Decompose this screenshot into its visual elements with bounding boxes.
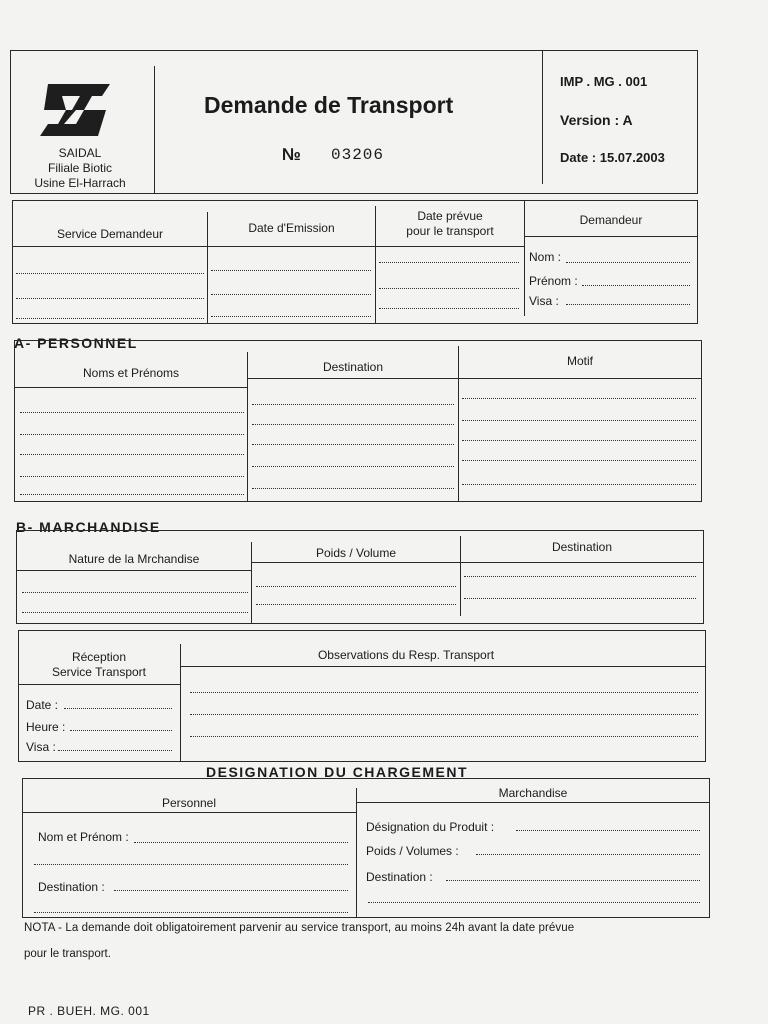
request-row-line xyxy=(379,288,519,289)
personnel-header-rule-left xyxy=(14,387,248,388)
nota-line-1: NOTA - La demande doit obligatoirement parvenir au service transport, au moins 24h avant la date prévue xyxy=(24,922,575,934)
section-a-title: A- PERSONNEL xyxy=(14,335,138,351)
personnel-row-line xyxy=(20,412,244,413)
col-noms-prenoms: Noms et Prénoms xyxy=(82,366,180,380)
label-poids-volumes: Poids / Volumes : xyxy=(366,844,459,858)
col-poids-volume: Poids / Volume xyxy=(315,546,397,560)
label-designation-produit: Désignation du Produit : xyxy=(366,820,495,834)
label-reception-heure: Heure : xyxy=(26,720,66,734)
personnel-row-line xyxy=(20,494,244,495)
personnel-row-line xyxy=(20,454,244,455)
personnel-row-line xyxy=(252,466,454,467)
col-nature-marchandise: Nature de la Mrchandise xyxy=(68,552,200,566)
label-nom-prenom: Nom et Prénom : xyxy=(38,830,129,844)
form-date: Date : 15.07.2003 xyxy=(560,150,665,165)
field-reception-visa[interactable] xyxy=(58,750,172,751)
col-demandeur: Demandeur xyxy=(579,213,643,227)
field-observations-line[interactable] xyxy=(190,714,698,715)
request-row-line xyxy=(16,298,204,299)
col-destination: Destination xyxy=(322,360,384,374)
label-destination-right: Destination : xyxy=(366,870,433,884)
label-destination-left: Destination : xyxy=(38,880,105,894)
personnel-row-line xyxy=(20,434,244,435)
subsidiary-name: Filiale Biotic xyxy=(47,161,113,175)
header-divider-right xyxy=(542,50,543,184)
form-code: IMP . MG . 001 xyxy=(560,74,648,89)
request-row-line xyxy=(211,270,371,271)
field-nom-prenom-2[interactable] xyxy=(34,864,348,865)
field-destination-right[interactable] xyxy=(446,880,700,881)
label-nom: Nom : xyxy=(529,250,562,264)
observations-title: Observations du Resp. Transport xyxy=(317,648,495,662)
request-row-line xyxy=(16,273,204,274)
observations-header-rule xyxy=(180,666,706,667)
field-destination-right-2[interactable] xyxy=(368,902,700,903)
field-prenom[interactable] xyxy=(582,285,690,286)
request-row-line xyxy=(211,316,371,317)
designation-divider xyxy=(356,788,357,918)
request-row-line xyxy=(16,318,204,319)
form-reference: PR . BUEH. MG. 001 xyxy=(28,1004,150,1018)
reception-label-2: Service Transport xyxy=(51,665,147,679)
personnel-row-line xyxy=(252,404,454,405)
personnel-row-line xyxy=(252,488,454,489)
personnel-col-divider-2 xyxy=(458,346,459,502)
number-label: № xyxy=(282,145,301,164)
marchandise-row-line xyxy=(22,592,248,593)
request-row-line xyxy=(211,294,371,295)
designation-title: DESIGNATION DU CHARGEMENT xyxy=(206,764,469,780)
plant-name: Usine El-Harrach xyxy=(34,176,126,190)
col-date-prevue-1: Date prévue xyxy=(417,209,483,223)
request-table-header-rule-right xyxy=(524,236,698,237)
reception-label-1: Réception xyxy=(71,650,127,664)
label-reception-visa: Visa : xyxy=(26,740,56,754)
field-poids-volumes[interactable] xyxy=(476,854,700,855)
label-visa: Visa : xyxy=(529,294,559,308)
field-observations-line[interactable] xyxy=(190,736,698,737)
saidal-logo xyxy=(36,80,116,140)
marchandise-row-line xyxy=(256,586,456,587)
field-reception-heure[interactable] xyxy=(70,730,172,731)
marchandise-header-rule-left xyxy=(16,570,252,571)
field-reception-date[interactable] xyxy=(64,708,172,709)
header-divider-left xyxy=(154,66,155,194)
marchandise-row-line xyxy=(22,612,248,613)
marchandise-row-line xyxy=(464,598,696,599)
section-b-title: B- MARCHANDISE xyxy=(16,519,161,535)
designation-header-rule-left xyxy=(22,812,356,813)
col-date-emission: Date d'Emission xyxy=(248,221,335,235)
field-visa[interactable] xyxy=(566,304,690,305)
col-date-prevue-2: pour le transport xyxy=(406,224,494,238)
nota-line-2: pour le transport. xyxy=(24,948,111,960)
field-designation-produit[interactable] xyxy=(516,830,700,831)
form-title: Demande de Transport xyxy=(204,92,454,118)
col-personnel: Personnel xyxy=(161,796,217,810)
personnel-header-rule-right xyxy=(248,378,702,379)
form-number: 03206 xyxy=(331,146,385,164)
personnel-row-line xyxy=(462,460,696,461)
reception-header-rule xyxy=(18,684,180,685)
col-destination-marchandise: Destination xyxy=(551,540,613,554)
marchandise-row-line xyxy=(464,576,696,577)
company-name: SAIDAL xyxy=(58,146,102,160)
personnel-row-line xyxy=(252,444,454,445)
request-row-line xyxy=(379,308,519,309)
field-nom[interactable] xyxy=(566,262,690,263)
field-observations-line[interactable] xyxy=(190,692,698,693)
request-row-line xyxy=(379,262,519,263)
personnel-row-line xyxy=(462,440,696,441)
field-destination-left[interactable] xyxy=(114,890,348,891)
label-prenom: Prénom : xyxy=(529,274,578,288)
label-reception-date: Date : xyxy=(26,698,59,712)
col-service-demandeur: Service Demandeur xyxy=(56,227,164,241)
marchandise-row-line xyxy=(256,604,456,605)
request-table-header-rule xyxy=(12,246,524,247)
personnel-row-line xyxy=(462,398,696,399)
form-version: Version : A xyxy=(560,112,633,128)
personnel-row-line xyxy=(20,476,244,477)
designation-header-rule-right xyxy=(356,802,710,803)
field-destination-left-2[interactable] xyxy=(34,912,348,913)
personnel-row-line xyxy=(462,420,696,421)
personnel-row-line xyxy=(462,484,696,485)
marchandise-header-rule-right xyxy=(252,562,704,563)
col-motif: Motif xyxy=(566,354,593,368)
field-nom-prenom[interactable] xyxy=(134,842,348,843)
personnel-row-line xyxy=(252,424,454,425)
col-marchandise: Marchandise xyxy=(498,786,568,800)
